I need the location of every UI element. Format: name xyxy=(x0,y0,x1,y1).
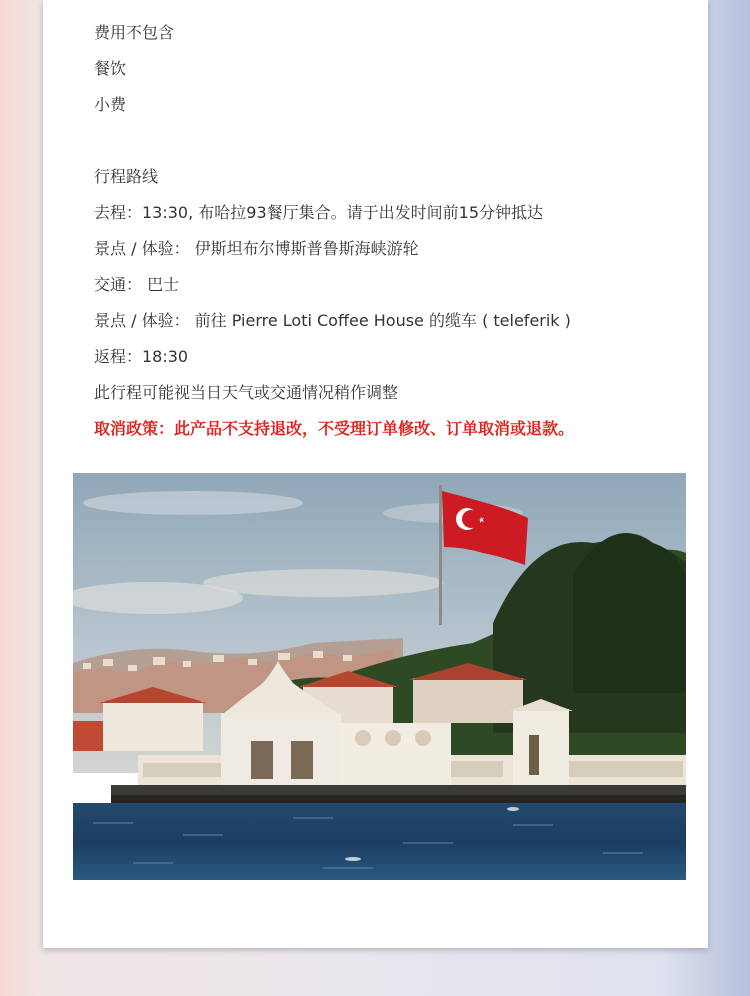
itinerary-departure: 去程：13:30, 布哈拉93餐厅集合。请于出发时间前15分钟抵达 xyxy=(94,203,544,222)
cancellation-policy: 取消政策：此产品不支持退改，不受理订单修改、订单取消或退款。 xyxy=(94,419,575,438)
itinerary-transport: 交通： 巴士 xyxy=(94,275,180,294)
itinerary-attraction-cablecar: 景点 / 体验： 前往 Pierre Loti Coffee House 的缆车 ( teleferik ) xyxy=(94,311,571,330)
itinerary-attraction-cruise: 景点 / 体验： 伊斯坦布尔博斯普鲁斯海峡游轮 xyxy=(94,239,419,258)
content-card xyxy=(43,0,708,948)
bosphorus-photo xyxy=(73,473,686,880)
excluded-item-tips: 小费 xyxy=(94,95,127,114)
excluded-item-meals: 餐饮 xyxy=(94,59,127,78)
itinerary-return: 返程：18:30 xyxy=(94,347,189,366)
itinerary-heading: 行程路线 xyxy=(94,167,159,186)
itinerary-note: 此行程可能视当日天气或交通情况稍作调整 xyxy=(94,383,399,402)
excluded-heading: 费用不包含 xyxy=(94,23,175,42)
